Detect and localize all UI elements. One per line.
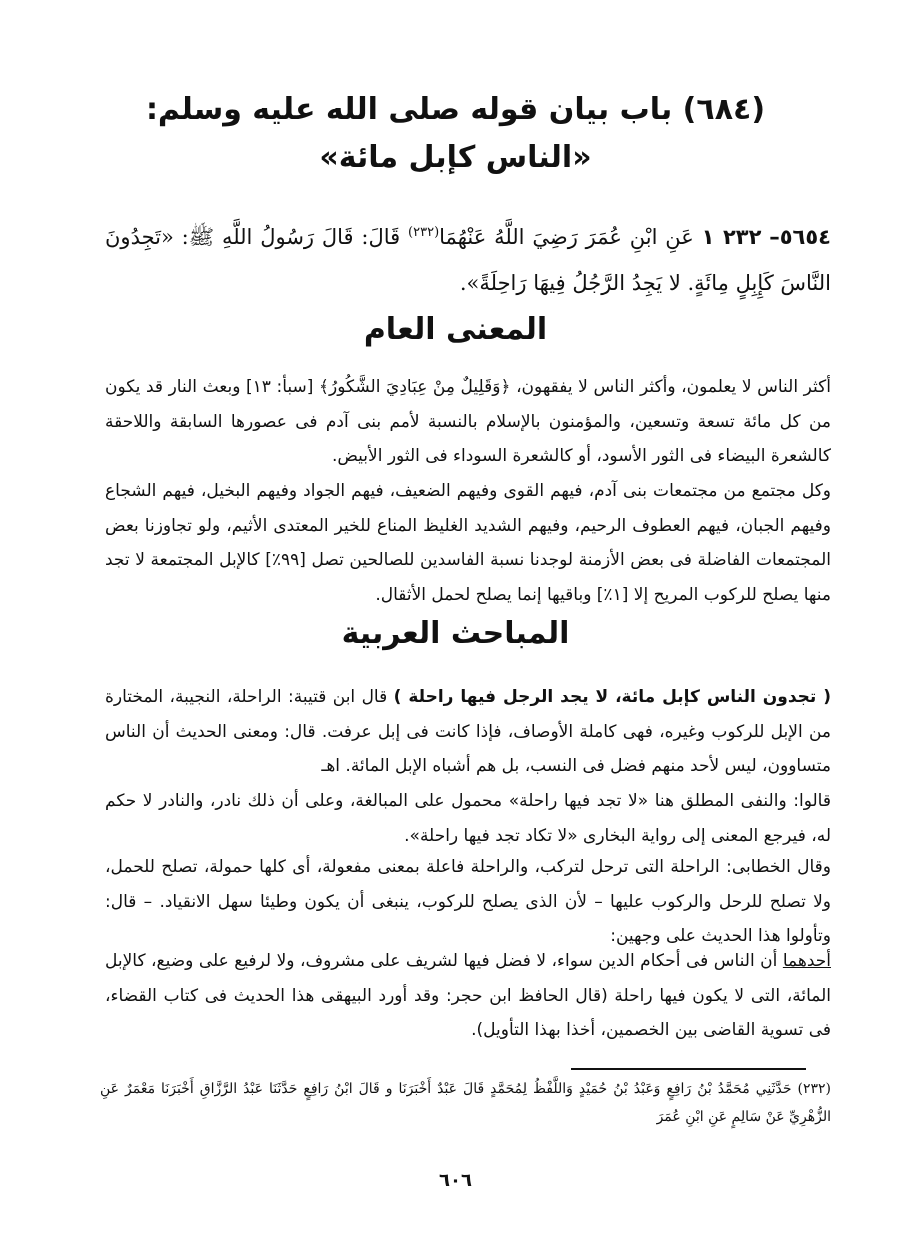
quoted-hadith-phrase: ( تجدون الناس كإبل مائة، لا يجد الرجل فيها راحلة ) — [393, 687, 831, 707]
footnote-divider — [571, 1068, 806, 1070]
paragraph-text: أن الناس فى أحكام الدين سواء، لا فضل فيها لشريف على مشروف، ولا لرفيع على وضيع، كالإبل المائة، التى لا يكون فيها راحلة (قال الحافظ ابن حجر: وقد أورد البيهقى هذا الحديث فى كتاب القضاء، فى تسوية القاضى بين الخصمين، أخذا بهذا التأويل). — [105, 951, 831, 1040]
footnote: (٢٣٢) حَدَّثَنِي مُحَمَّدُ بْنُ رَافِعٍ وَعَبْدُ بْنُ حُمَيْدٍ وَاللَّفْظُ لِمُحَمَّدٍ قَالَ عَبْدٌ أَخْبَرَنَا و قَالَ ابْنُ رَافِعٍ حَدَّثَنَا عَبْدُ الرَّزَّاقِ أَخْبَرَنَا مَعْمَرٌ عَنِ الزُّهْرِيِّ عَنْ سَالِمٍ عَنِ ابْنِ عُمَرَ — [100, 1081, 831, 1125]
paragraph-text: قال ابن قتيبة: الراحلة، النجيبة، المختارة من الإبل للركوب وغيره، فهى كاملة الأوصاف، فإذا كانت فى إبل عرفت. قال: ومعنى الحديث أن الناس متساوون، ليس لأحد منهم فضل فى النسب، بل هم أشباه الإبل المائة. اهـ — [105, 687, 831, 776]
paragraph: وقال الخطابى: الراحلة التى ترحل لتركب، والراحلة فاعلة بمعنى مفعولة، أى كلها حمولة، تصلح للحمل، ولا تصلح للرحل والركوب عليها – لأن الذى يصلح للركوب، ينبغى أن يكون وطيئا سهل الانقياد. – قال: وتأولوا هذا الحديث على وجهين: — [105, 857, 831, 946]
paragraph: وكل مجتمع من مجتمعات بنى آدم، فيهم القوى وفيهم الضعيف، فيهم الجواد وفيهم البخيل، فيهم الشجاع وفيهم الجبان، فيهم العطوف الرحيم، وفيهم الشديد الغليظ المناع للخير المعتدى الأثيم، ولو تجاوزنا بعض المجتمعات الفاضلة فى بعض الأزمنة لوجدنا نسبة الفاسدين للصالحين تصل [٩٩٪] كالإبل المجتمعة لا تجد منها يصلح للركوب المريح إلا [١٪] وباقيها إنما يصلح لحمل الأثقال. — [105, 481, 831, 605]
section-heading-arabic-topics: المباحث العربية — [341, 616, 570, 651]
hadith-matn: قَالَ: قَالَ رَسُولُ اللَّهِ ﷺ: «تَجِدُونَ النَّاسَ كَإِبِلٍ مِائَةٍ. لا يَجِدُ الرَّجُلُ فِيهَا رَاحِلَةً». — [105, 225, 831, 295]
hadith-footnote-mark: ٢٣٢ ١ — [701, 225, 762, 249]
section-heading-general-meaning: المعنى العام — [363, 312, 548, 347]
footnote-reference: (٢٣٢) — [408, 225, 440, 240]
paragraph: أكثر الناس لا يعلمون، وأكثر الناس لا يفقهون، ﴿وَقَلِيلٌ مِنْ عِبَادِيَ الشَّكُورُ﴾ [سبأ: ١٣] وبعث النار قد يكون من كل مائة تسعة وتسعين، والمؤمنون بالإسلام بالنسبة لأمم بنى آدم فى عصورها السابقة واللاحقة كالشعرة البيضاء فى الثور الأسود، أو كالشعرة السوداء فى الثور الأبيض. — [105, 377, 831, 466]
chapter-title: (٦٨٤) باب بيان قوله صلى الله عليه وسلم: — [145, 92, 766, 127]
underlined-term: أحدهما — [782, 951, 831, 971]
hadith-isnad: عَنِ ابْنِ عُمَرَ رَضِيَ اللَّهُ عَنْهُمَا — [439, 225, 694, 249]
hadith-number: ٥٦٥٤– — [769, 225, 832, 249]
paragraph — [105, 944, 831, 1048]
hadith-text — [105, 210, 831, 306]
paragraph: قالوا: والنفى المطلق هنا «لا تجد فيها راحلة» محمول على المبالغة، وعلى أن ذلك نادر، والنادر لا حكم له، فيرجع المعنى إلى رواية البخارى «لا تكاد تجد فيها راحلة». — [105, 791, 831, 846]
paragraph — [105, 680, 831, 784]
chapter-subtitle: «الناس كإبل مائة» — [319, 140, 592, 175]
page-number: ٦٠٦ — [439, 1170, 472, 1191]
